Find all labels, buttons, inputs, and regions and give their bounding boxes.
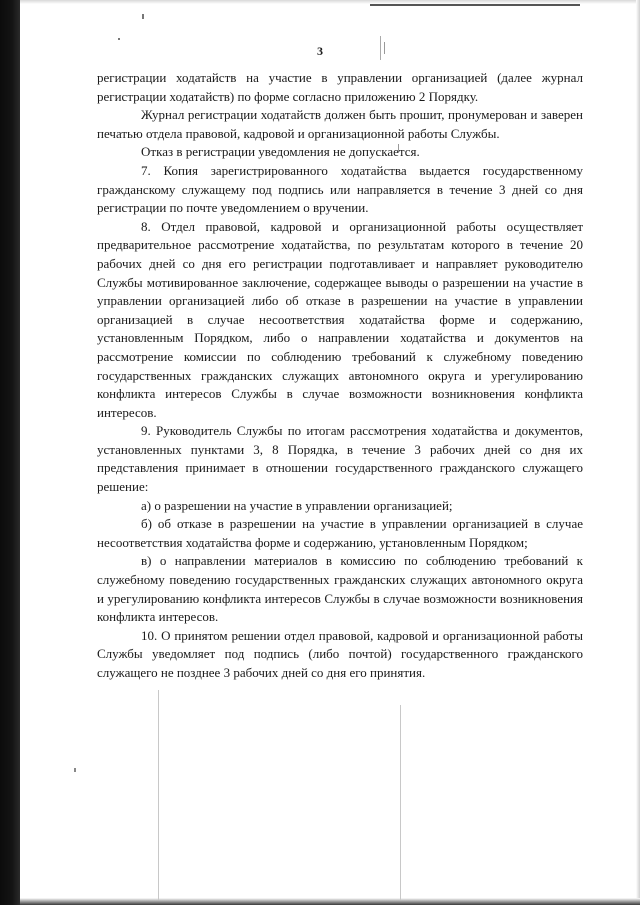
- paragraph-item-7: 7. Копия зарегистрированного ходатайства выдается государственному гражданскому служащему под подпись или направляется в течение 3 дней со дня регистрации по почте уведомлением о вручении.: [97, 162, 583, 216]
- scan-artifact-top-bar: [370, 4, 580, 6]
- paragraph-subitem-v: в) о направлении материалов в комиссию по соблюдению требований к служебному поведению государственных гражданских служащих автономного округа и урегулированию конфликта интересов Службы в случае возможности возникновения конфликта интересов.: [97, 553, 583, 625]
- scan-fold-line: [158, 690, 159, 900]
- paragraph-registration-journal: регистрации ходатайств на участие в управлении организацией (далее журнал регистрации ходатайств) по форме согласно приложению 2 Порядку.: [97, 70, 583, 104]
- paragraph-item-9: 9. Руководитель Службы по итогам рассмотрения ходатайства и документов, установленных пунктами 3, 8 Порядка, в течение 3 рабочих дней со дня их представления принимает в отношении государственного гражданского служащего решение:: [97, 423, 583, 495]
- scan-speck: [74, 768, 76, 772]
- paragraph-subitem-a: а) о разрешении на участие в управлении организацией;: [141, 497, 453, 513]
- paragraph-subitem-b: б) об отказе в разрешении на участие в управлении организацией в случае несоответствия ходатайства форме и содержанию, установленным Порядком;: [97, 516, 583, 550]
- paragraph-item-10: 10. О принятом решении отдел правовой, кадровой и организационной работы Службы уведомляет под подпись (либо почтой) государственного гражданского служащего не позднее 3 рабочих дней со дня его принятия.: [97, 627, 583, 680]
- scan-edge-right: [636, 0, 640, 905]
- paragraph-journal-binding: Журнал регистрации ходатайств должен быть прошит, пронумерован и заверен печатью отдела правовой, кадровой и организационной работы Службы.: [97, 107, 583, 141]
- scan-edge-left: [0, 0, 20, 905]
- paragraph-item-8: 8. Отдел правовой, кадровой и организационной работы осуществляет предварительное рассмотрение ходатайства, по результатам которого в течение 20 рабочих дней со дня его регистрации подготавливает и направляет руководителю Службы мотивированное заключение, содержащее выводы о разрешении на участие в управлении организацией либо об отказе в разрешении на участие в управлении организацией в случае несоответствия ходатайства форме и содержанию, установленным Порядком, либо о направлении ходатайства и документов на рассмотрение комиссии по соблюдению требований к служебному поведению государственных гражданских служащих автономного округа и урегулированию конфликта интересов Службы в случае возможности возникновения конфликта интересов.: [97, 218, 583, 420]
- paragraph-refusal-not-allowed: Отказ в регистрации уведомления не допускается.: [141, 144, 420, 160]
- scan-edge-bottom: [20, 898, 640, 905]
- page-number: 3: [317, 44, 323, 58]
- scan-speck: [118, 38, 120, 40]
- scan-speck: [142, 14, 144, 19]
- document-body: [97, 69, 583, 683]
- scan-fold-line: [400, 705, 401, 900]
